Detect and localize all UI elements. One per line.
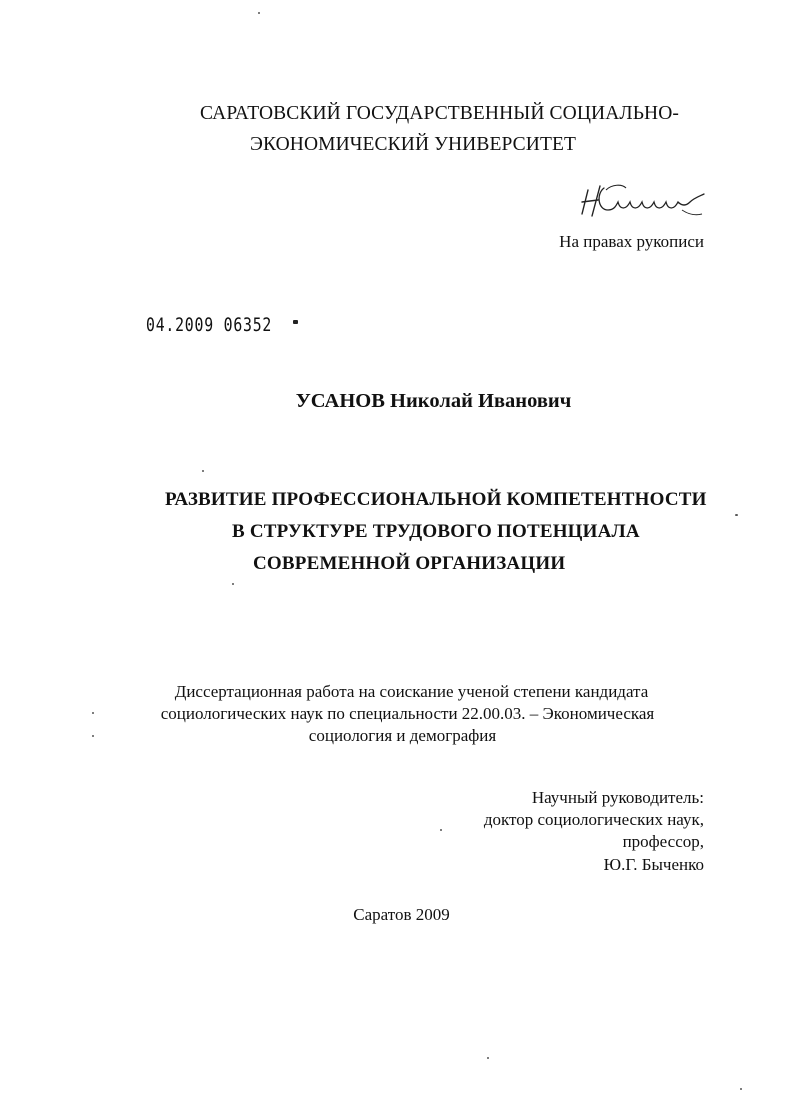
scan-speck bbox=[440, 829, 442, 831]
advisor-rank: профессор, bbox=[622, 832, 704, 851]
scan-speck bbox=[232, 583, 234, 585]
advisor-label: Научный руководитель: bbox=[531, 788, 704, 807]
author-name-text: УСАНОВ Николай Иванович bbox=[295, 390, 572, 412]
degree-description-line1 bbox=[0, 682, 799, 702]
university-name-line2: ЭКОНОМИЧЕСКИЙ УНИВЕРСИТЕТ bbox=[250, 134, 576, 155]
city-year bbox=[0, 905, 799, 925]
scan-speck bbox=[735, 514, 738, 516]
scan-speck bbox=[740, 1088, 742, 1090]
scan-speck bbox=[258, 12, 260, 14]
archive-stamp-mark bbox=[293, 320, 298, 324]
author-name bbox=[0, 390, 799, 413]
degree-description-text3: социология и демография bbox=[308, 726, 497, 745]
dissertation-title-line1: РАЗВИТИЕ ПРОФЕССИОНАЛЬНОЙ КОМПЕТЕНТНОСТИ bbox=[165, 489, 707, 510]
advisor-degree: доктор социологических наук, bbox=[483, 810, 704, 829]
scan-speck bbox=[202, 470, 204, 472]
degree-description-line3 bbox=[0, 726, 799, 746]
degree-description-text2: социологических наук по специальности 22.00.03. – Экономическая bbox=[160, 704, 655, 723]
manuscript-rights-note: На правах рукописи bbox=[559, 232, 704, 251]
dissertation-title-line2: В СТРУКТУРЕ ТРУДОВОГО ПОТЕНЦИАЛА bbox=[232, 521, 640, 542]
archive-stamp-number: 04.2009 06352 bbox=[146, 314, 273, 336]
degree-description-text1: Диссертационная работа на соискание ученой степени кандидата bbox=[174, 682, 649, 701]
city-year-text: Саратов 2009 bbox=[353, 905, 450, 924]
scan-speck bbox=[92, 712, 94, 714]
scan-speck bbox=[92, 735, 94, 737]
scan-speck bbox=[487, 1057, 489, 1059]
university-name-line1: САРАТОВСКИЙ ГОСУДАРСТВЕННЫЙ СОЦИАЛЬНО- bbox=[200, 103, 679, 124]
dissertation-title-line3: СОВРЕМЕННОЙ ОРГАНИЗАЦИИ bbox=[253, 553, 566, 574]
handwritten-signature bbox=[578, 180, 708, 222]
advisor-name: Ю.Г. Быченко bbox=[603, 855, 704, 874]
degree-description-line2 bbox=[0, 704, 799, 724]
